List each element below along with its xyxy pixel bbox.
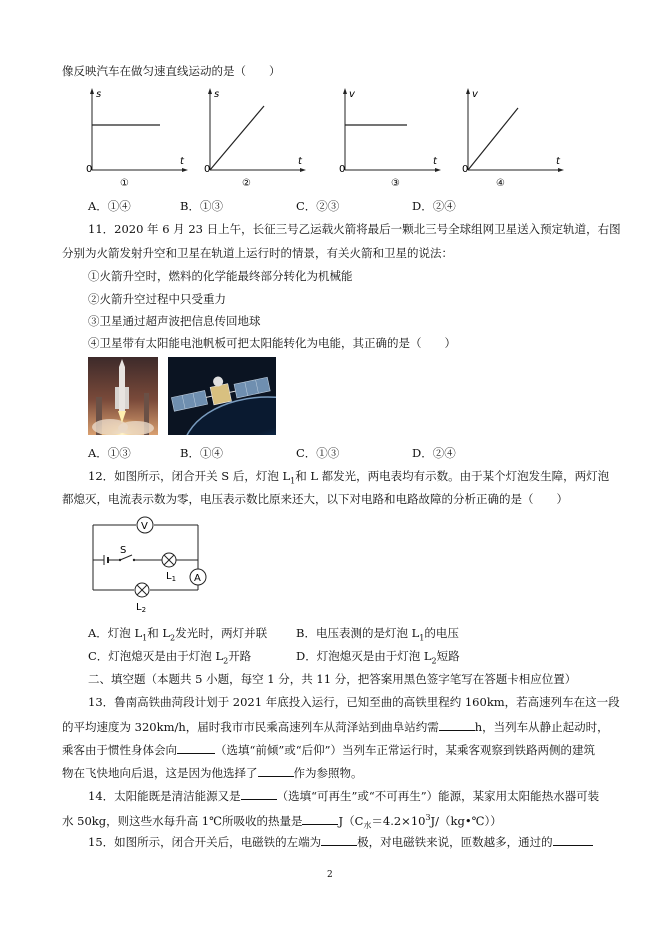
q10-option-a: A．①④ xyxy=(88,199,131,213)
q14-line-1: 14．太阳能既是清洁能源又是 （选填“可再生”或“不可再生”）能源，某家用太阳能热水器可装 xyxy=(88,789,600,803)
graph-3-origin: 0 xyxy=(339,164,346,175)
q14-blank-2[interactable] xyxy=(302,812,338,825)
q10-option-c: C．②③ xyxy=(296,199,340,213)
graph-2-y-label: s xyxy=(214,89,220,100)
graph-4-x-label: t xyxy=(556,156,560,167)
q14-blank-1[interactable] xyxy=(241,787,277,800)
graph-1-y-label: s xyxy=(96,89,102,100)
graph-3-y-label: v xyxy=(349,89,355,100)
graph-1-x-label: t xyxy=(180,156,184,167)
graph-2-origin: 0 xyxy=(204,164,211,175)
q11-line-2: 分别为火箭发射升空和卫星在轨道上运行时的情景，有关火箭和卫星的说法： xyxy=(62,246,453,260)
graph-4-origin: 0 xyxy=(462,164,469,175)
graph-4-y-label: v xyxy=(472,89,478,100)
q11-statement-1: ①火箭升空时，燃料的化学能最终部分转化为机械能 xyxy=(88,269,353,283)
q12-option-d: D．灯泡熄灭是由于灯泡 $L_2$短路 xyxy=(296,649,460,666)
q13-line-2: 的平均速度为 320km/h，届时我市市民乘高速列车从菏泽站到曲阜站约需 h，当列车从静止起动时， xyxy=(62,720,609,734)
q11-statement-4: ④卫星带有太阳能电池帆板可把太阳能转化为电能，其正确的是（ ） xyxy=(88,336,456,350)
switch-label: S xyxy=(120,545,127,556)
q11-line-1: 11．2020 年 6 月 23 日上午，长征三号乙运载火箭将最后一颗北三号全球组网卫星送入预定轨道，右图 xyxy=(88,222,621,236)
q12-option-a: A．灯泡 $L_1$和 $L_2$发光时，两灯并联 xyxy=(88,626,268,643)
q13-line-1: 13．鲁南高铁曲菏段计划于 2021 年底投入运行，已知至曲的高铁里程约 160km，若高速列车在这一段 xyxy=(88,695,620,709)
q10-option-b: B．①③ xyxy=(180,199,223,213)
q11-option-a: A．①③ xyxy=(88,446,131,460)
voltmeter-label: V xyxy=(141,521,148,532)
q12-option-b: B．电压表测的是灯泡 $L_1$的电压 xyxy=(296,626,459,643)
q10-stem: 像反映汽车在做匀速直线运动的是（ ） xyxy=(62,64,281,78)
lamp1-label: $L_1$ xyxy=(166,571,177,583)
q13-line-3: 乘客由于惯性身体会向 （选填“前倾”或“后仰”）当列车正常运行时，某乘客观察到铁路两侧的建筑 xyxy=(62,743,596,757)
q14-line-2: 水 50kg，则这些水每升高 1℃所吸收的热量是 $J(C_水=4.2\times 10^3J/(kg•℃))$ xyxy=(62,813,502,831)
satellite-image xyxy=(168,357,276,435)
q11-option-c: C．①③ xyxy=(296,446,340,460)
q10-option-d: D．②④ xyxy=(412,199,456,213)
q11-statement-2: ②火箭升空过程中只受重力 xyxy=(88,292,226,306)
q15-line-1: 15．如图所示，闭合开关后，电磁铁的左端为 极，对电磁铁来说，匝数越多，通过的 xyxy=(88,833,593,850)
page-number: 2 xyxy=(327,870,333,880)
lamp2-label: $L_2$ xyxy=(136,602,147,614)
q13-blank-3[interactable] xyxy=(258,764,294,777)
q15-blank-1[interactable] xyxy=(321,833,357,846)
graph-2-label: ② xyxy=(242,178,251,189)
q12-line-2: 都熄灭，电流表示数为零，电压表示数比原来还大，以下对电路和电路故障的分析正确的是（ ） xyxy=(62,492,568,506)
graph-2 xyxy=(198,88,308,193)
graph-1-label: ① xyxy=(120,178,129,189)
q11-option-d: D．②④ xyxy=(412,446,456,460)
q12-line-1: 12．如图所示，闭合开关 S 后，灯泡 $L_1$和 L 都发光，两电表均有示数。由于某个灯泡发生障，两灯泡 xyxy=(88,469,610,486)
graph-3-x-label: t xyxy=(433,156,437,167)
graph-4 xyxy=(456,88,566,193)
graph-1-origin: 0 xyxy=(86,164,93,175)
graph-2-x-label: t xyxy=(298,156,302,167)
q11-statement-3: ③卫星通过超声波把信息传回地球 xyxy=(88,314,261,328)
q13-blank-1[interactable] xyxy=(439,718,475,731)
q12-option-c: C．灯泡熄灭是由于灯泡 $L_2$开路 xyxy=(88,649,252,666)
rocket-launch-image xyxy=(88,357,158,435)
q13-blank-2[interactable] xyxy=(177,741,215,754)
graph-4-label: ④ xyxy=(496,178,505,189)
graph-3 xyxy=(333,88,443,193)
section-2-heading: 二、填空题（本题共 5 小题，每空 1 分，共 11 分，把答案用黑色签字笔写在答题卡相应位置） xyxy=(88,672,577,686)
graph-1 xyxy=(80,88,190,193)
ammeter-label: A xyxy=(194,573,201,584)
q15-blank-2[interactable] xyxy=(553,833,593,846)
q11-option-b: B．①④ xyxy=(180,446,223,460)
q13-line-4: 物在飞快地向后退，这是因为他选择了 作为参照物。 xyxy=(62,766,363,780)
circuit-diagram xyxy=(88,515,213,615)
graph-3-label: ③ xyxy=(391,178,400,189)
